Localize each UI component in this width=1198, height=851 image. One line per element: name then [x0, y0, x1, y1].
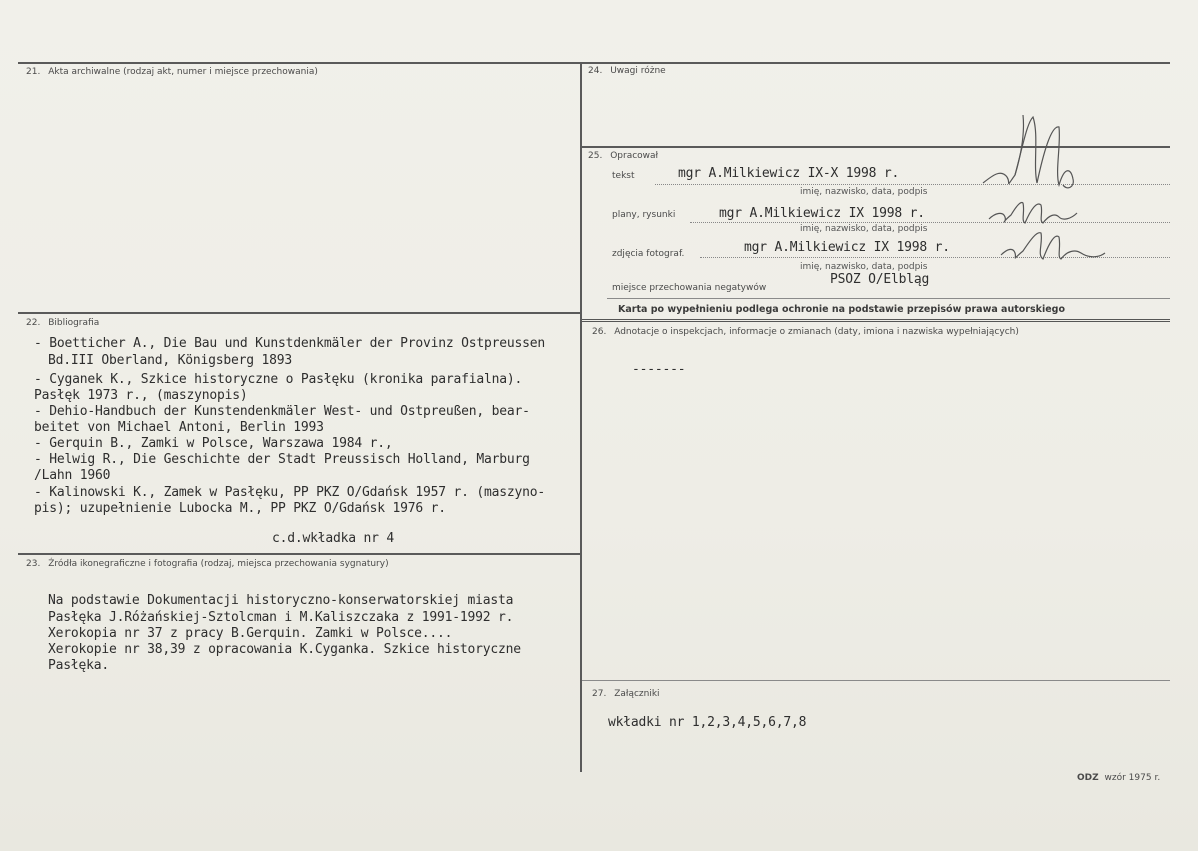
bibliography-line: - Helwig R., Die Geschichte der Stadt Preussisch Holland, Marburg [34, 452, 530, 467]
section-21-header [26, 67, 318, 77]
section-27-header [592, 689, 660, 699]
section-24-title: Uwagi różne [610, 66, 666, 76]
bibliography-continued: c.d.wkładka nr 4 [272, 531, 395, 546]
signature-zdjecia-icon [995, 225, 1110, 270]
bibliography-line: /Lahn 1960 [34, 468, 111, 483]
section-21-title: Akta archiwalne (rodzaj akt, numer i miejsce przechowania) [48, 67, 318, 77]
zdjecia-value: mgr A.Milkiewicz IX 1998 r. [744, 240, 950, 255]
plany-label: plany, rysunki [612, 210, 676, 220]
sources-line: Na podstawie Dokumentacji historyczno-konserwatorskiej miasta [48, 593, 514, 608]
section-24-header [588, 66, 666, 76]
section-25-title: Opracował [610, 151, 659, 161]
sources-line: Pasłęka. [48, 658, 110, 673]
rule-21-22 [18, 312, 580, 314]
bibliography-line: - Boetticher A., Die Bau und Kunstdenkmäler der Provinz Ostpreussen [34, 336, 545, 351]
tekst-caption: imię, nazwisko, data, podpis [800, 187, 928, 197]
sources-line: Xerokopia nr 37 z pracy B.Gerquin. Zamki w Polsce.... [48, 626, 453, 641]
section-26-number: 26. [592, 327, 607, 337]
tekst-label: tekst [612, 171, 635, 181]
section-21-number: 21. [26, 67, 41, 77]
attachments-value: wkładki nr 1,2,3,4,5,6,7,8 [608, 715, 807, 730]
section-27-number: 27. [592, 689, 607, 699]
section-23-header [26, 559, 389, 569]
section-26-header [592, 327, 1019, 337]
negatywy-value: PSOZ O/Elbląg [830, 272, 930, 287]
annotations-value: ------- [632, 362, 686, 377]
signature-large-icon [975, 105, 1090, 200]
bibliography-line: Bd.III Oberland, Königsberg 1893 [48, 353, 293, 368]
section-27-title: Załączniki [614, 689, 660, 699]
section-25-header [588, 151, 658, 161]
form-edition: wzór 1975 r. [1104, 773, 1161, 783]
top-rule [18, 62, 1170, 64]
rule-22-23 [18, 553, 580, 555]
zdjecia-label: zdjęcia fotograf. [612, 249, 685, 259]
rule-26-27 [582, 680, 1170, 681]
plany-value: mgr A.Milkiewicz IX 1998 r. [719, 206, 925, 221]
center-divider [580, 62, 582, 772]
bibliography-line: - Gerquin B., Zamki w Polsce, Warszawa 1984 r., [34, 436, 393, 451]
bibliography-line: - Cyganek K., Szkice historyczne o Pasłęku (kronika parafialna). [34, 372, 523, 387]
bibliography-line: pis); uzupełnienie Lubocka M., PP PKZ O/Gdańsk 1976 r. [34, 501, 446, 516]
section-24-number: 24. [588, 66, 603, 76]
section-23-number: 23. [26, 559, 41, 569]
bibliography-line: beitet von Michael Antoni, Berlin 1993 [34, 420, 324, 435]
section-23-title: Źródła ikonegraficzne i fotografia (rodzaj, miejsca przechowania sygnatury) [48, 559, 389, 569]
section-26-title: Adnotacje o inspekcjach, informacje o zmianach (daty, imiona i nazwiska wypełniających) [614, 327, 1019, 337]
bibliography-line: Pasłęk 1973 r., (maszynopis) [34, 388, 248, 403]
rule-25-26 [582, 319, 1170, 322]
sources-line: Xerokopie nr 38,39 z opracowania K.Cyganka. Szkice historyczne [48, 642, 521, 657]
plany-caption: imię, nazwisko, data, podpis [800, 224, 928, 234]
bibliography-line: - Kalinowski K., Zamek w Pasłęku, PP PKZ O/Gdańsk 1957 r. (maszyno- [34, 485, 545, 500]
form-footer [1077, 773, 1160, 783]
plany-line [690, 222, 1170, 223]
negatywy-label: miejsce przechowania negatywów [612, 283, 767, 293]
section-22-header [26, 318, 99, 328]
tekst-line [655, 184, 1170, 185]
section-22-number: 22. [26, 318, 41, 328]
tekst-value: mgr A.Milkiewicz IX-X 1998 r. [678, 166, 900, 181]
copyright-note: Karta po wypełnieniu podlega ochronie na podstawie przepisów prawa autorskiego [618, 304, 1065, 315]
bibliography-line: - Dehio-Handbuch der Kunstendenkmäler West- und Ostpreußen, bear- [34, 404, 530, 419]
rule-25-copyright [607, 298, 1170, 299]
section-22-title: Bibliografia [48, 318, 100, 328]
sources-line: Pasłęka J.Różańskiej-Sztolcman i M.Kaliszczaka z 1991-1992 r. [48, 610, 514, 625]
form-code: ODZ [1077, 773, 1099, 783]
zdjecia-caption: imię, nazwisko, data, podpis [800, 262, 928, 272]
section-25-number: 25. [588, 151, 603, 161]
